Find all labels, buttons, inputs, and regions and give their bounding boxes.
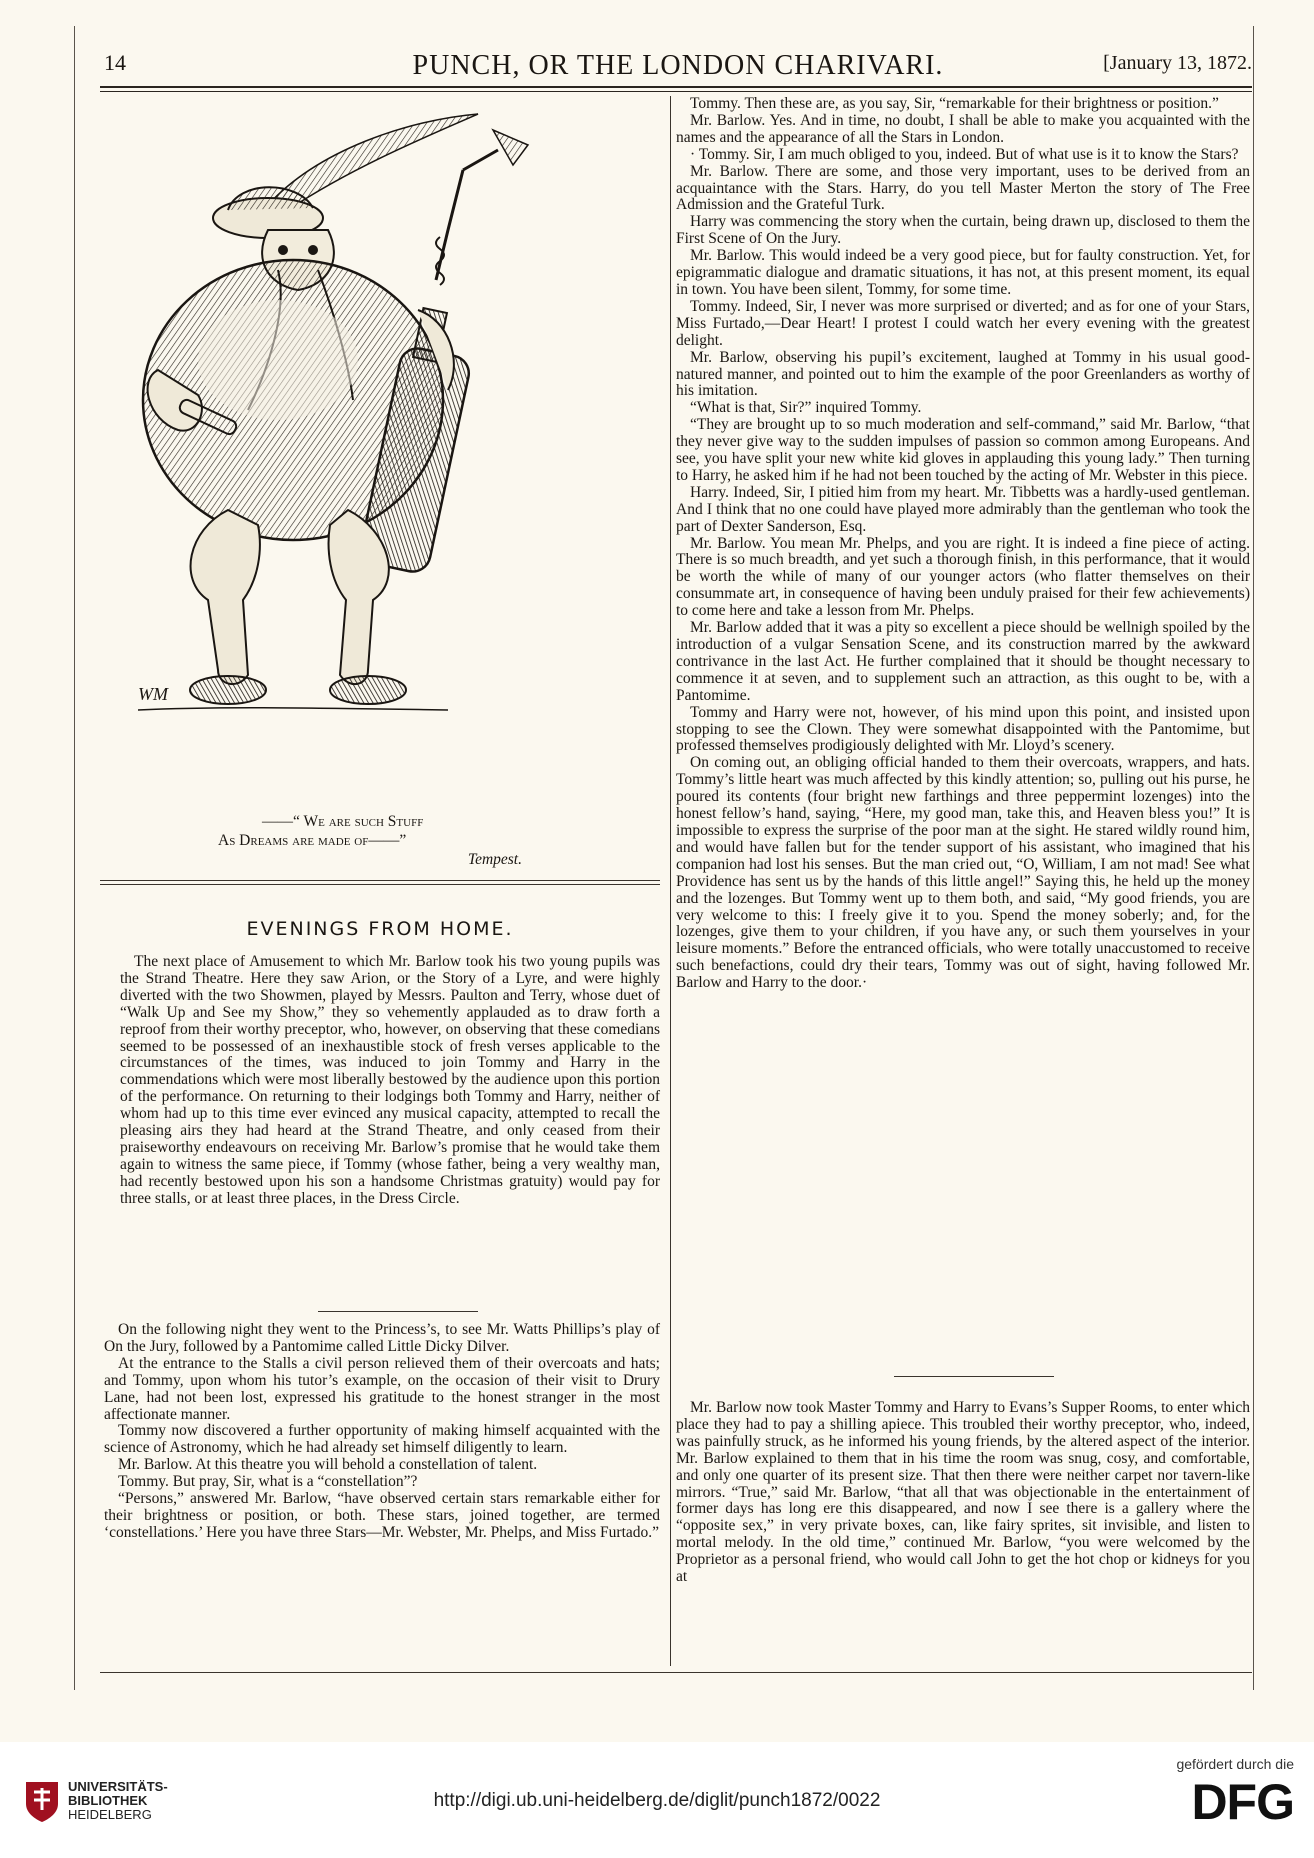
paragraph: Mr. Barlow added that it was a pity so excellent a piece should be wellnigh spoiled by the introduction of a vulgar Sensation Scene, and its construction marred by the awkward contrivance in the last Act. He further complained that it should be thought necessary to commence it at seven, and to supplement such an attraction, as this ought to be, with a Pantomime. — [676, 619, 1250, 704]
article-heading: EVENINGS FROM HOME. — [246, 918, 514, 940]
dfg-logo[interactable]: DFG — [1191, 1774, 1294, 1830]
caption-rule-thin — [100, 884, 660, 885]
paragraph: Tommy. But pray, Sir, what is a “constellation”? — [118, 1473, 418, 1491]
paragraph: Tommy and Harry were not, however, of his mind upon this point, and insisted upon stopping to see the Clown. They were somewhat disappointed with the Pantomime, but professed themselves prodigiously delighted with Mr. Lloyd’s scenery. — [676, 703, 1250, 755]
library-name-line-2: BIBLIOTHEK — [68, 1793, 148, 1808]
publication-title: PUNCH, OR THE LONDON CHARIVARI. — [412, 50, 944, 81]
paragraph: Mr. Barlow. There are some, and those very important, uses to be derived from an acquaintance with the Stars. Harry, do you tell Master Merton the story of The Free Admission and the Grateful Turk. — [676, 162, 1250, 214]
paragraph: At the entrance to the Stalls a civil person relieved them of their overcoats and hats; and Tommy, upon whom his tutor’s example, on the occasion of their visit to Drury Lane, had not been lost, expressed his gratitude to the honest stranger in the most affectionate manner. — [104, 1354, 660, 1423]
paragraph: Tommy. Then these are, as you say, Sir, “remarkable for their brightness or position.” — [690, 95, 1219, 112]
right-shoe — [330, 676, 406, 704]
paragraph: Mr. Barlow. You mean Mr. Phelps, and you are right. It is indeed a fine piece of acting. There is so much breadth, and yet such a thorough finish, in this performance, that it would be worth the while of many of our younger actors (who flatter themselves on their consummate art, in consequence of having been unduly praised for their few achievements) to come here and take a lesson from Mr. Phelps. — [676, 534, 1250, 620]
page-header — [104, 50, 1252, 86]
page-bottom-rule — [100, 1672, 1252, 1673]
left-column-part-2 — [104, 1322, 660, 1542]
library-name-line-1: UNIVERSITÄTS- — [68, 1779, 168, 1794]
paragraph: Mr. Barlow. This would indeed be a very good piece, but for faulty construction. Yet, for epigrammatic dialogue and dramatic situations, it has not, at this present moment, its equal in town. You have been silent, Tommy, for some time. — [676, 247, 1250, 298]
paragraph: · Tommy. Sir, I am much obliged to you, indeed. But of what use is it to know the Stars? — [690, 145, 1239, 163]
paragraph: On coming out, an obliging official handed to them their overcoats, wrappers, and hats. Tommy’s little heart was much affected by this kindly attention; so, pulling out his purse, he poured its contents (four bright new farthings and three peppermint lozenges) into the honest fellow’s hand, saying, “Here, my good man, take this, and Heaven bless you!” It is impossible to express the surprise of the poor man at the sight. He stared wildly round him, and would have fallen but for the tender support of his assistant, who imagined that his companion had lost his senses. But the man cried out, “O, William, I am not mad! See what Providence has sent us by the hands of this little angel!” Saying this, he held up the money and the lozenges. But Tommy went up to them both, and said, “My good friends, you are very welcome to this: I freely give it to you. Spend the money soberly; and, for the lozenges, give them to your children, if you have any, or such them yourselves in your leisure moments.” Before the entranced officials, who were totally unaccustomed to receive such benefactions, could dry their tears, Tommy was out of sight, having followed Mr. Barlow and Harry to the door.· — [676, 754, 1250, 992]
digitization-footer — [0, 1742, 1314, 1858]
caption-source: Tempest. — [467, 851, 522, 868]
right-column-part-1 — [676, 96, 1250, 992]
paragraph: “What is that, Sir?” inquired Tommy. — [690, 399, 922, 417]
caption-line-2: As Dreams are made of——” — [218, 832, 407, 849]
paragraph: The next place of Amusement to which Mr. Barlow took his two young pupils was the Strand Theatre. Here they saw Arion, or the Story of a Lyre, and were highly diverted with the two Showmen, played by Messrs. Paulton and Terry, whose duet of “Walk Up and See my Show,” they so vehemently applauded as to draw forth a reproof from their worthy preceptor, who, however, on observing that these comedians seemed to be possessed of an inexhaustible stock of fresh verses applicable to the circumstances of the times, was induced to join Tommy and Harry in the commendations which were most liberally bestowed by the audience upon this portion of the performance. On returning to their lodgings both Tommy and Harry, neither of whom had up to this time ever evinced any musical capacity, attempted to recall the pleasing airs they had heard at the Strand Theatre, and only ceased from their praiseworthy endeavours on receiving Mr. Barlow’s promise that he would take them again to witness the same piece, if Tommy (whose father, being a very wealthy man, had recently bestowed upon his son a handsome Christmas gratuity) would pay for three stalls, or at least three places, in the Dress Circle. — [120, 953, 660, 1207]
header-rule — [100, 86, 1252, 88]
permalink-url[interactable]: http://digi.ub.uni-heidelberg.de/diglit/punch1872/0022 — [433, 1790, 881, 1811]
paragraph: “Persons,” answered Mr. Barlow, “have observed certain stars remarkable either for their brightness or position, or both. These stars, joined together, are termed ‘constellations.’ Here you have three Stars—Mr. Webster, Mr. Phelps, and Miss Furtado.” — [104, 1490, 660, 1541]
column-divider — [670, 96, 671, 1666]
left-shoe — [190, 676, 266, 704]
paragraph: Harry. Indeed, Sir, I pitied him from my heart. Mr. Tibbetts was a hardly-used gentleman. And I think that no one could have played more admirably than the gentleman who took the part of Dexter Sanderson, Esq. — [676, 483, 1250, 535]
left-leg — [191, 510, 260, 684]
section-divider — [318, 1311, 478, 1312]
right-column-part-2 — [676, 1400, 1250, 1586]
sponsor-block — [1154, 1756, 1294, 1832]
left-column-part-1 — [120, 954, 660, 1208]
caption-rule — [100, 880, 660, 881]
sponsor-caption: gefördert durch die — [1176, 1756, 1294, 1772]
paragraph: On the following night they went to the Princess’s, to see Mr. Watts Phillips’s play of On the Jury, followed by a Pantomime called Little Dicky Dilver. — [104, 1321, 660, 1355]
library-name-line-3: HEIDELBERG — [68, 1807, 152, 1822]
paragraph: Tommy. Indeed, Sir, I never was more surprised or diverted; and as for one of your Stars, Miss Furtado,—Dear Heart! I protest I could watch her every evening with the greatest delight. — [676, 297, 1250, 349]
paragraph: Mr. Barlow now took Master Tommy and Harry to Evans’s Supper Rooms, to enter which place they had to pay a shilling apiece. This troubled their worthy preceptor, who, indeed, was painfully struck, as he informed his young friends, by the altered aspect of the interior. Mr. Barlow explained to them that in his time the room was snug, cosy, and comfortable, and only one quarter of its present size. That then there were neither carpet nor tavern-like mirrors. “True,” said Mr. Barlow, “that all that was objectionable in the entertainment of former days has long ere this disappeared, and now I see there is a gallery where the “opposite sex,” in very private boxes, can, like fairy sprites, sit invisible, and listen to mortal melody. In the old time,” continued Mr. Barlow, “you were welcomed by the Proprietor as a personal friend, who would call John to get the hot chop or kidneys for you at — [676, 1399, 1250, 1586]
header-rule-thin — [100, 91, 1252, 92]
paragraph: Mr. Barlow, observing his pupil’s excitement, laughed at Tommy in his usual good-natured manner, and pointed out to him the example of the poor Greenlanders as worthy of his imitation. — [676, 348, 1250, 400]
caption-line-1: ——“ We are such Stuff — [262, 813, 424, 830]
paragraph: Mr. Barlow. Yes. And in time, no doubt, I shall be able to make you acquainted with the names and the appearance of all the Stars in London. — [676, 111, 1250, 146]
issue-date: [January 13, 1872. — [1103, 52, 1252, 74]
page-number: 14 — [104, 50, 126, 75]
section-divider — [894, 1376, 1054, 1377]
paragraph: Harry was commencing the story when the curtain, being drawn up, disclosed to them the First Scene of On the Jury. — [676, 213, 1250, 248]
paragraph: “They are brought up to so much moderation and self-command,” said Mr. Barlow, “that they never give way to the sudden impulses of passion so common among Europeans. And see, you have split your new white kid gloves in applauding this young lady.” Then turning to Harry, he asked him if he had not been touched by the acting of Mr. Webster in this piece. — [676, 416, 1250, 484]
illustration-caption — [140, 812, 540, 869]
paragraph: Tommy now discovered a further opportunity of making himself acquainted with the science of Astronomy, which he had already set himself diligently to learn. — [104, 1422, 660, 1457]
paragraph: Mr. Barlow. At this theatre you will behold a constellation of talent. — [118, 1456, 538, 1474]
artist-signature: WM — [138, 684, 168, 704]
cartoon-illustration — [118, 110, 538, 810]
